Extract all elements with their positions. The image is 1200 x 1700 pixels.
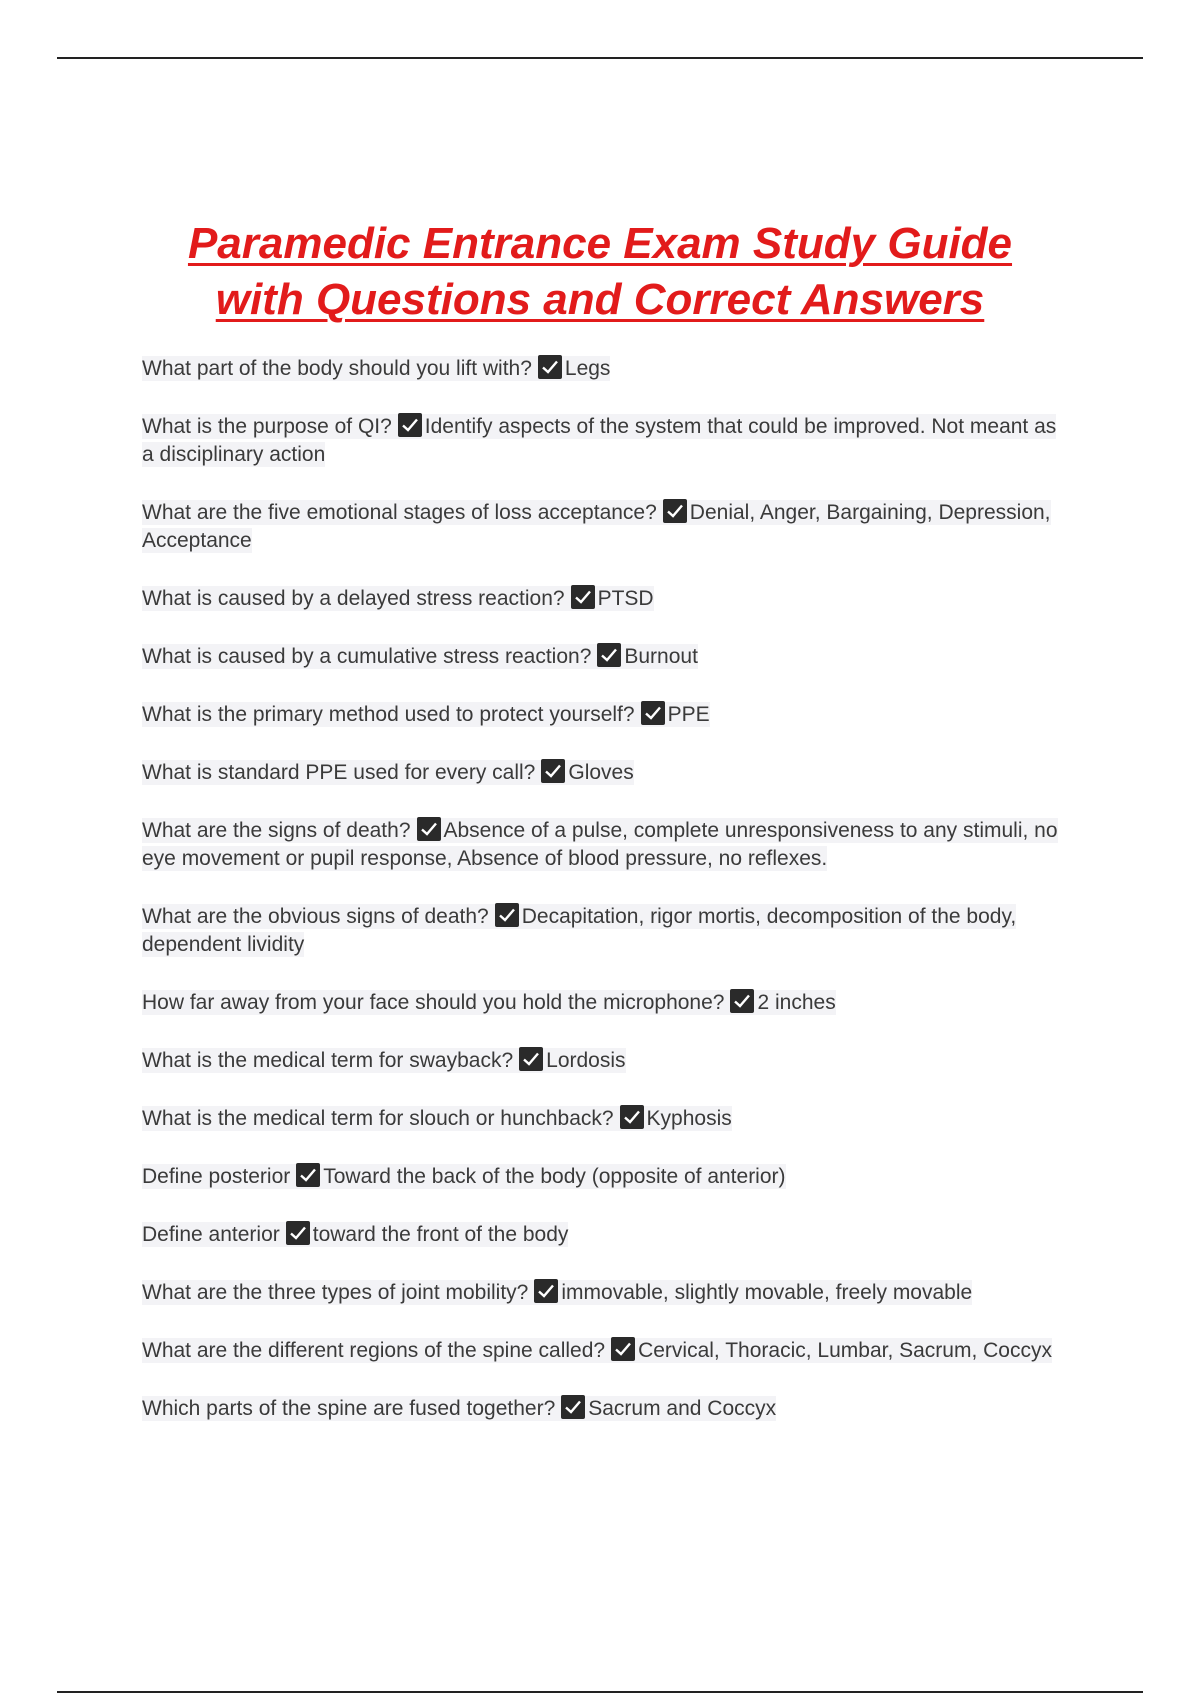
question: What is caused by a delayed stress reaction? bbox=[142, 587, 565, 610]
answer: toward the front of the body bbox=[312, 1223, 569, 1246]
qa-list bbox=[142, 355, 1082, 1453]
checkmark-icon bbox=[561, 1395, 585, 1419]
answer: Absence of a pulse, complete unresponsiveness to any stimuli, no eye movement or pupil response, Absence of blood pressure, no reflexes. bbox=[142, 819, 1058, 870]
question: Define posterior bbox=[142, 1165, 291, 1188]
qa-item bbox=[142, 1105, 1062, 1133]
answer: Kyphosis bbox=[646, 1107, 732, 1130]
qa-item bbox=[142, 701, 1062, 729]
question: How far away from your face should you hold the microphone? bbox=[142, 991, 725, 1014]
answer: Legs bbox=[564, 357, 611, 380]
checkmark-icon bbox=[541, 759, 565, 783]
qa-item bbox=[142, 1221, 1062, 1249]
question: What is the purpose of QI? bbox=[142, 415, 392, 438]
checkmark-icon bbox=[597, 643, 621, 667]
question: What are the three types of joint mobility? bbox=[142, 1281, 529, 1304]
answer: Burnout bbox=[624, 645, 698, 668]
qa-item bbox=[142, 355, 1062, 383]
checkmark-icon bbox=[534, 1279, 558, 1303]
checkmark-icon bbox=[417, 817, 441, 841]
top-rule bbox=[57, 57, 1143, 59]
qa-item bbox=[142, 817, 1062, 873]
checkmark-icon bbox=[296, 1163, 320, 1187]
qa-item bbox=[142, 903, 1062, 959]
answer: immovable, slightly movable, freely movable bbox=[561, 1281, 973, 1304]
question: Which parts of the spine are fused together? bbox=[142, 1397, 556, 1420]
question: What are the different regions of the spine called? bbox=[142, 1339, 606, 1362]
question: What is the primary method used to protect yourself? bbox=[142, 703, 635, 726]
answer: Lordosis bbox=[546, 1049, 626, 1072]
qa-item bbox=[142, 499, 1062, 555]
question: What is caused by a cumulative stress reaction? bbox=[142, 645, 592, 668]
checkmark-icon bbox=[611, 1337, 635, 1361]
qa-item bbox=[142, 585, 1062, 613]
checkmark-icon bbox=[641, 701, 665, 725]
qa-item bbox=[142, 1163, 1062, 1191]
answer: Denial, Anger, Bargaining, Depression, Acceptance bbox=[142, 501, 1051, 552]
question: Define anterior bbox=[142, 1223, 280, 1246]
bottom-rule bbox=[57, 1691, 1143, 1693]
checkmark-icon bbox=[571, 585, 595, 609]
answer: Decapitation, rigor mortis, decomposition of the body, dependent lividity bbox=[142, 905, 1017, 956]
checkmark-icon bbox=[620, 1105, 644, 1129]
qa-item bbox=[142, 989, 1062, 1017]
qa-item bbox=[142, 643, 1062, 671]
question: What is the medical term for slouch or hunchback? bbox=[142, 1107, 614, 1130]
checkmark-icon bbox=[495, 903, 519, 927]
checkmark-icon bbox=[398, 413, 422, 437]
answer: Toward the back of the body (opposite of anterior) bbox=[323, 1165, 786, 1188]
answer: Gloves bbox=[568, 761, 634, 784]
answer: PTSD bbox=[597, 587, 654, 610]
title-line-2: with Questions and Correct Answers bbox=[215, 275, 985, 324]
checkmark-icon bbox=[286, 1221, 310, 1245]
question: What part of the body should you lift with? bbox=[142, 357, 532, 380]
checkmark-icon bbox=[730, 989, 754, 1013]
checkmark-icon bbox=[519, 1047, 543, 1071]
question: What are the five emotional stages of loss acceptance? bbox=[142, 501, 657, 524]
qa-item bbox=[142, 1337, 1062, 1365]
answer: 2 inches bbox=[757, 991, 836, 1014]
answer: Identify aspects of the system that could be improved. Not meant as a disciplinary action bbox=[142, 415, 1057, 466]
document-title bbox=[0, 216, 1200, 328]
checkmark-icon bbox=[538, 355, 562, 379]
question: What is standard PPE used for every call? bbox=[142, 761, 536, 784]
qa-item bbox=[142, 413, 1062, 469]
answer: Sacrum and Coccyx bbox=[588, 1397, 777, 1420]
qa-item bbox=[142, 1395, 1062, 1423]
question: What are the obvious signs of death? bbox=[142, 905, 489, 928]
title-line-1: Paramedic Entrance Exam Study Guide bbox=[187, 219, 1013, 268]
qa-item bbox=[142, 1047, 1062, 1075]
qa-item bbox=[142, 1279, 1062, 1307]
answer: Cervical, Thoracic, Lumbar, Sacrum, Coccyx bbox=[638, 1339, 1052, 1362]
question: What are the signs of death? bbox=[142, 819, 411, 842]
question: What is the medical term for swayback? bbox=[142, 1049, 514, 1072]
qa-item bbox=[142, 759, 1062, 787]
checkmark-icon bbox=[663, 499, 687, 523]
answer: PPE bbox=[667, 703, 710, 726]
